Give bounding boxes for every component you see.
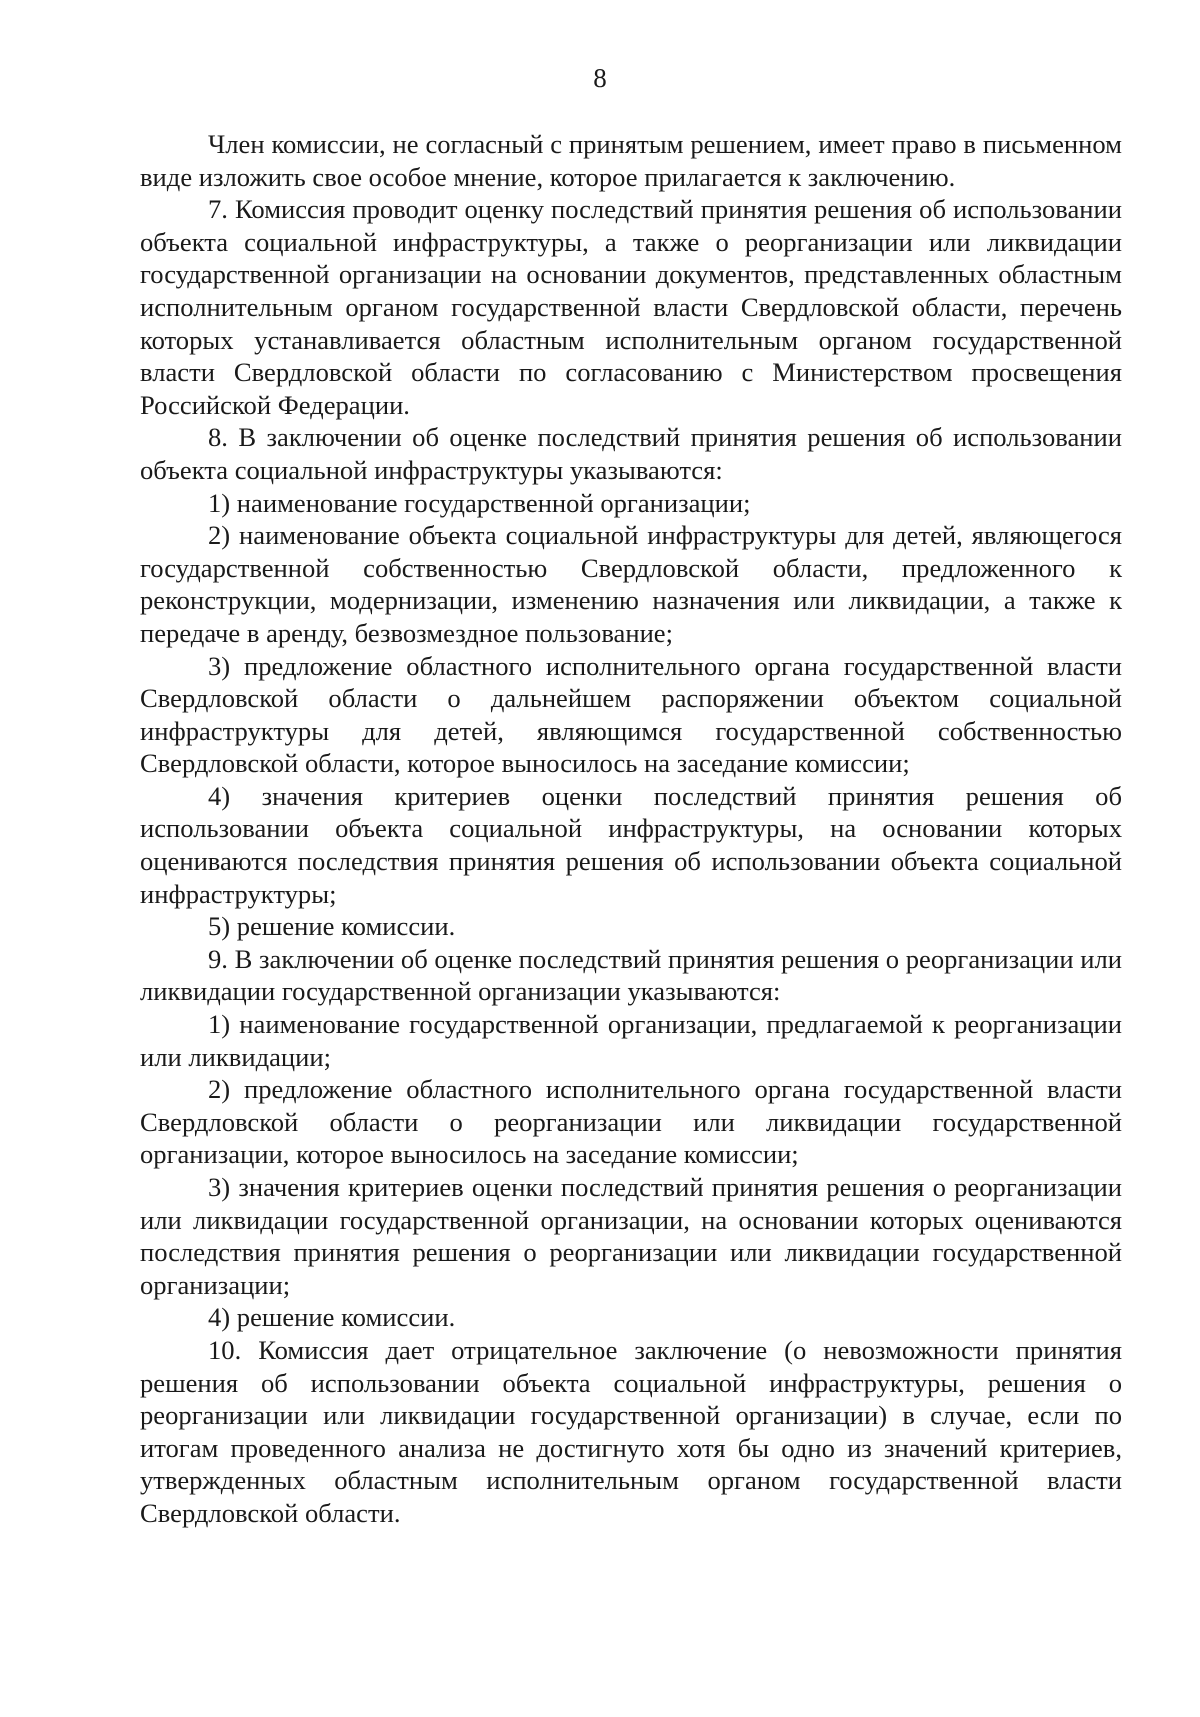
- paragraph-10-negative-conclusion: 10. Комиссия дает отрицательное заключение (о невозможности принятия решения об использовании объекта социальной инфраструктуры, решения о реорганизации или ликвидации государственной организации) в случае, если по итогам проведенного анализа не достигнуто хотя бы одно из значений критериев, утвержденных областным исполнительным органом государственной власти Свердловской области.: [140, 1334, 1122, 1528]
- list-item-9-4: 4) решение комиссии.: [208, 1302, 456, 1333]
- list-item-9-1: 1) наименование государственной организации, предлагаемой к реорганизации или ликвидации;: [140, 1009, 1122, 1072]
- page-number: 8: [593, 63, 607, 93]
- paragraph-9-conclusion-reorganization: 9. В заключении об оценке последствий принятия решения о реорганизации или ликвидации государственной организации указываются:: [140, 943, 1122, 1007]
- list-item-8-2: 2) наименование объекта социальной инфраструктуры для детей, являющегося государственной собственностью Свердловской области, предложенного к реконструкции, модернизации, изменению назначения или ликвидации, а также к передаче в аренду, безвозмездное пользование;: [140, 520, 1122, 648]
- document-body: [140, 128, 1122, 1530]
- paragraph-dissenting-opinion: Член комиссии, не согласный с принятым решением, имеет право в письменном виде изложить свое особое мнение, которое прилагается к заключению.: [140, 129, 1122, 192]
- paragraph-7-assessment-documents: 7. Комиссия проводит оценку последствий принятия решения об использовании объекта социальной инфраструктуры, а также о реорганизации или ликвидации государственной организации на основании документов, представленных областным исполнительным органом государственной власти Свердловской области, перечень которых устанавливается областным исполнительным органом государственной власти Свердловской области по согласованию с Министерством просвещения Российской Федерации.: [140, 194, 1122, 420]
- paragraph-8-conclusion-use: 8. В заключении об оценке последствий принятия решения об использовании объекта социальной инфраструктуры указываются:: [140, 422, 1122, 485]
- list-item-9-2: 2) предложение областного исполнительного органа государственной власти Свердловской области о реорганизации или ликвидации государственной организации, которое выносилось на заседание комиссии;: [140, 1074, 1122, 1170]
- list-item-8-1: 1) наименование государственной организации;: [208, 487, 751, 518]
- list-item-8-3: 3) предложение областного исполнительного органа государственной власти Свердловской области о дальнейшем распоряжении объектом социальной инфраструктуры для детей, являющимся государственной собственностью Свердловской области, которое выносилось на заседание комиссии;: [140, 650, 1122, 779]
- list-item-9-3: 3) значения критериев оценки последствий принятия решения о реорганизации или ликвидации государственной организации, на основании которых оцениваются последствия принятия решения о реорганизации или ликвидации государственной организации;: [140, 1172, 1122, 1300]
- list-item-8-4: 4) значения критериев оценки последствий принятия решения об использовании объекта социальной инфраструктуры, на основании которых оцениваются последствия принятия решения об использовании объекта социальной инфраструктуры;: [140, 780, 1122, 909]
- list-item-8-5: 5) решение комиссии.: [208, 911, 456, 942]
